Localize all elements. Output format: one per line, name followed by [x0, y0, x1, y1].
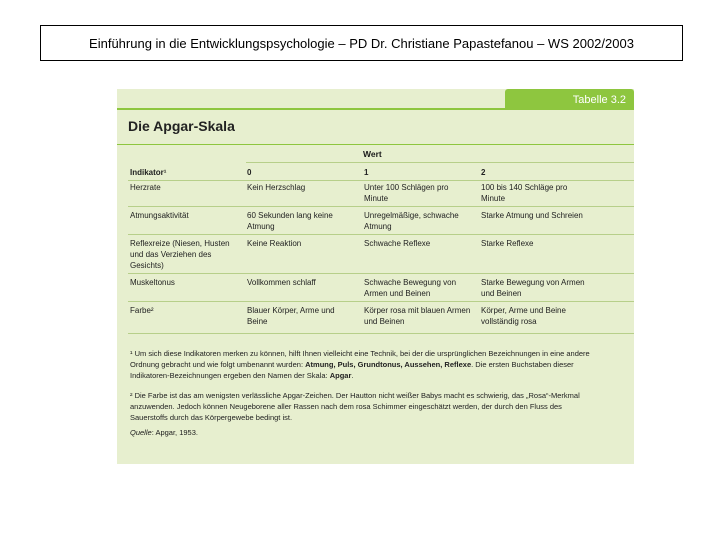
source-text: : Apgar, 1953. — [151, 428, 198, 437]
table-cell: Blauer Körper, Arme und Beine — [247, 306, 335, 326]
table-label-tab — [505, 89, 634, 110]
row-divider — [128, 206, 634, 207]
row-divider — [128, 301, 634, 302]
table-title: Die Apgar-Skala — [128, 118, 235, 134]
row-divider — [128, 234, 634, 235]
source-label: Quelle — [130, 428, 152, 437]
title-divider — [117, 144, 634, 145]
wert-header: Wert — [363, 149, 382, 159]
wert-divider — [246, 162, 634, 163]
footnote-1-end: . — [351, 371, 354, 380]
table-cell: Atmungsaktivität — [130, 211, 189, 220]
table-cell: Herzrate — [130, 183, 161, 192]
table-cell: Reflexreize (Niesen, Husten und das Verziehen des Gesichts) — [130, 239, 230, 270]
column-header-indikator: Indikator¹ — [130, 168, 167, 177]
table-cell: Starke Reflexe — [481, 239, 534, 248]
apgar-table-panel — [117, 89, 634, 464]
table-cell: Schwache Reflexe — [364, 239, 431, 248]
table-cell: Keine Reaktion — [247, 239, 302, 248]
source-note — [130, 428, 198, 437]
footnote-1-text-mid: . Die ersten Buchstaben dieser Indikatoren-Bezeichnungen ergeben den Namen der Skala: — [130, 360, 574, 380]
row-divider — [128, 273, 634, 274]
table-cell: Körper rosa mit blauen Armen und Beinen — [364, 306, 471, 326]
table-cell: Muskeltonus — [130, 278, 175, 287]
table-cell: 100 bis 140 Schläge pro Minute — [481, 183, 568, 203]
column-header-1: 1 — [364, 168, 369, 177]
table-cell: Vollkommen schlaff — [247, 278, 316, 287]
table-cell: Unregelmäßige, schwache Atmung — [364, 211, 459, 231]
table-cell: Starke Bewegung von Armen und Beinen — [481, 278, 585, 298]
table-cell: Unter 100 Schlägen pro Minute — [364, 183, 449, 203]
header-divider — [128, 180, 634, 181]
column-header-2: 2 — [481, 168, 486, 177]
footnote-1-mnemonic: Atmung, Puls, Grundtonus, Aussehen, Reflexe — [305, 360, 472, 369]
column-header-0: 0 — [247, 168, 252, 177]
slide-header — [40, 25, 683, 61]
table-cell: Körper, Arme und Beine vollständig rosa — [481, 306, 566, 326]
header-text: Einführung in die Entwicklungspsychologie – PD Dr. Christiane Papastefanou – WS 2002/2003 — [89, 35, 634, 51]
row-divider — [128, 333, 634, 334]
table-cell: Schwache Bewegung von Armen und Beinen — [364, 278, 457, 298]
footnote-2: ² Die Farbe ist das am wenigsten verlässliche Apgar-Zeichen. Der Hautton nicht weißer Babys macht es schwierig, das „Rosa“-Merkmal anzuwenden. Jedoch können Neugeborene aller Rassen nach dem rosa Schimmer eingeschätzt werden, der durch den Fluss des Sauerstoffs durch das Körpergewebe bedingt ist. — [130, 391, 580, 422]
footnote-1-text: ¹ Um sich diese Indikatoren merken zu können, hilft Ihnen vielleicht eine Technik, bei der die ursprünglichen Bezeichnungen in eine andere Ordnung gebracht und wie folgt umbenannt wurden: — [130, 349, 590, 369]
footnote-1 — [130, 348, 590, 381]
table-cell: 60 Sekunden lang keine Atmung — [247, 211, 333, 231]
table-label: Tabelle 3.2 — [572, 93, 626, 106]
table-cell: Kein Herzschlag — [247, 183, 306, 192]
table-cell: Starke Atmung und Schreien — [481, 211, 583, 220]
footnote-1-scale-name: Apgar — [329, 371, 352, 380]
table-cell: Farbe² — [130, 306, 154, 315]
